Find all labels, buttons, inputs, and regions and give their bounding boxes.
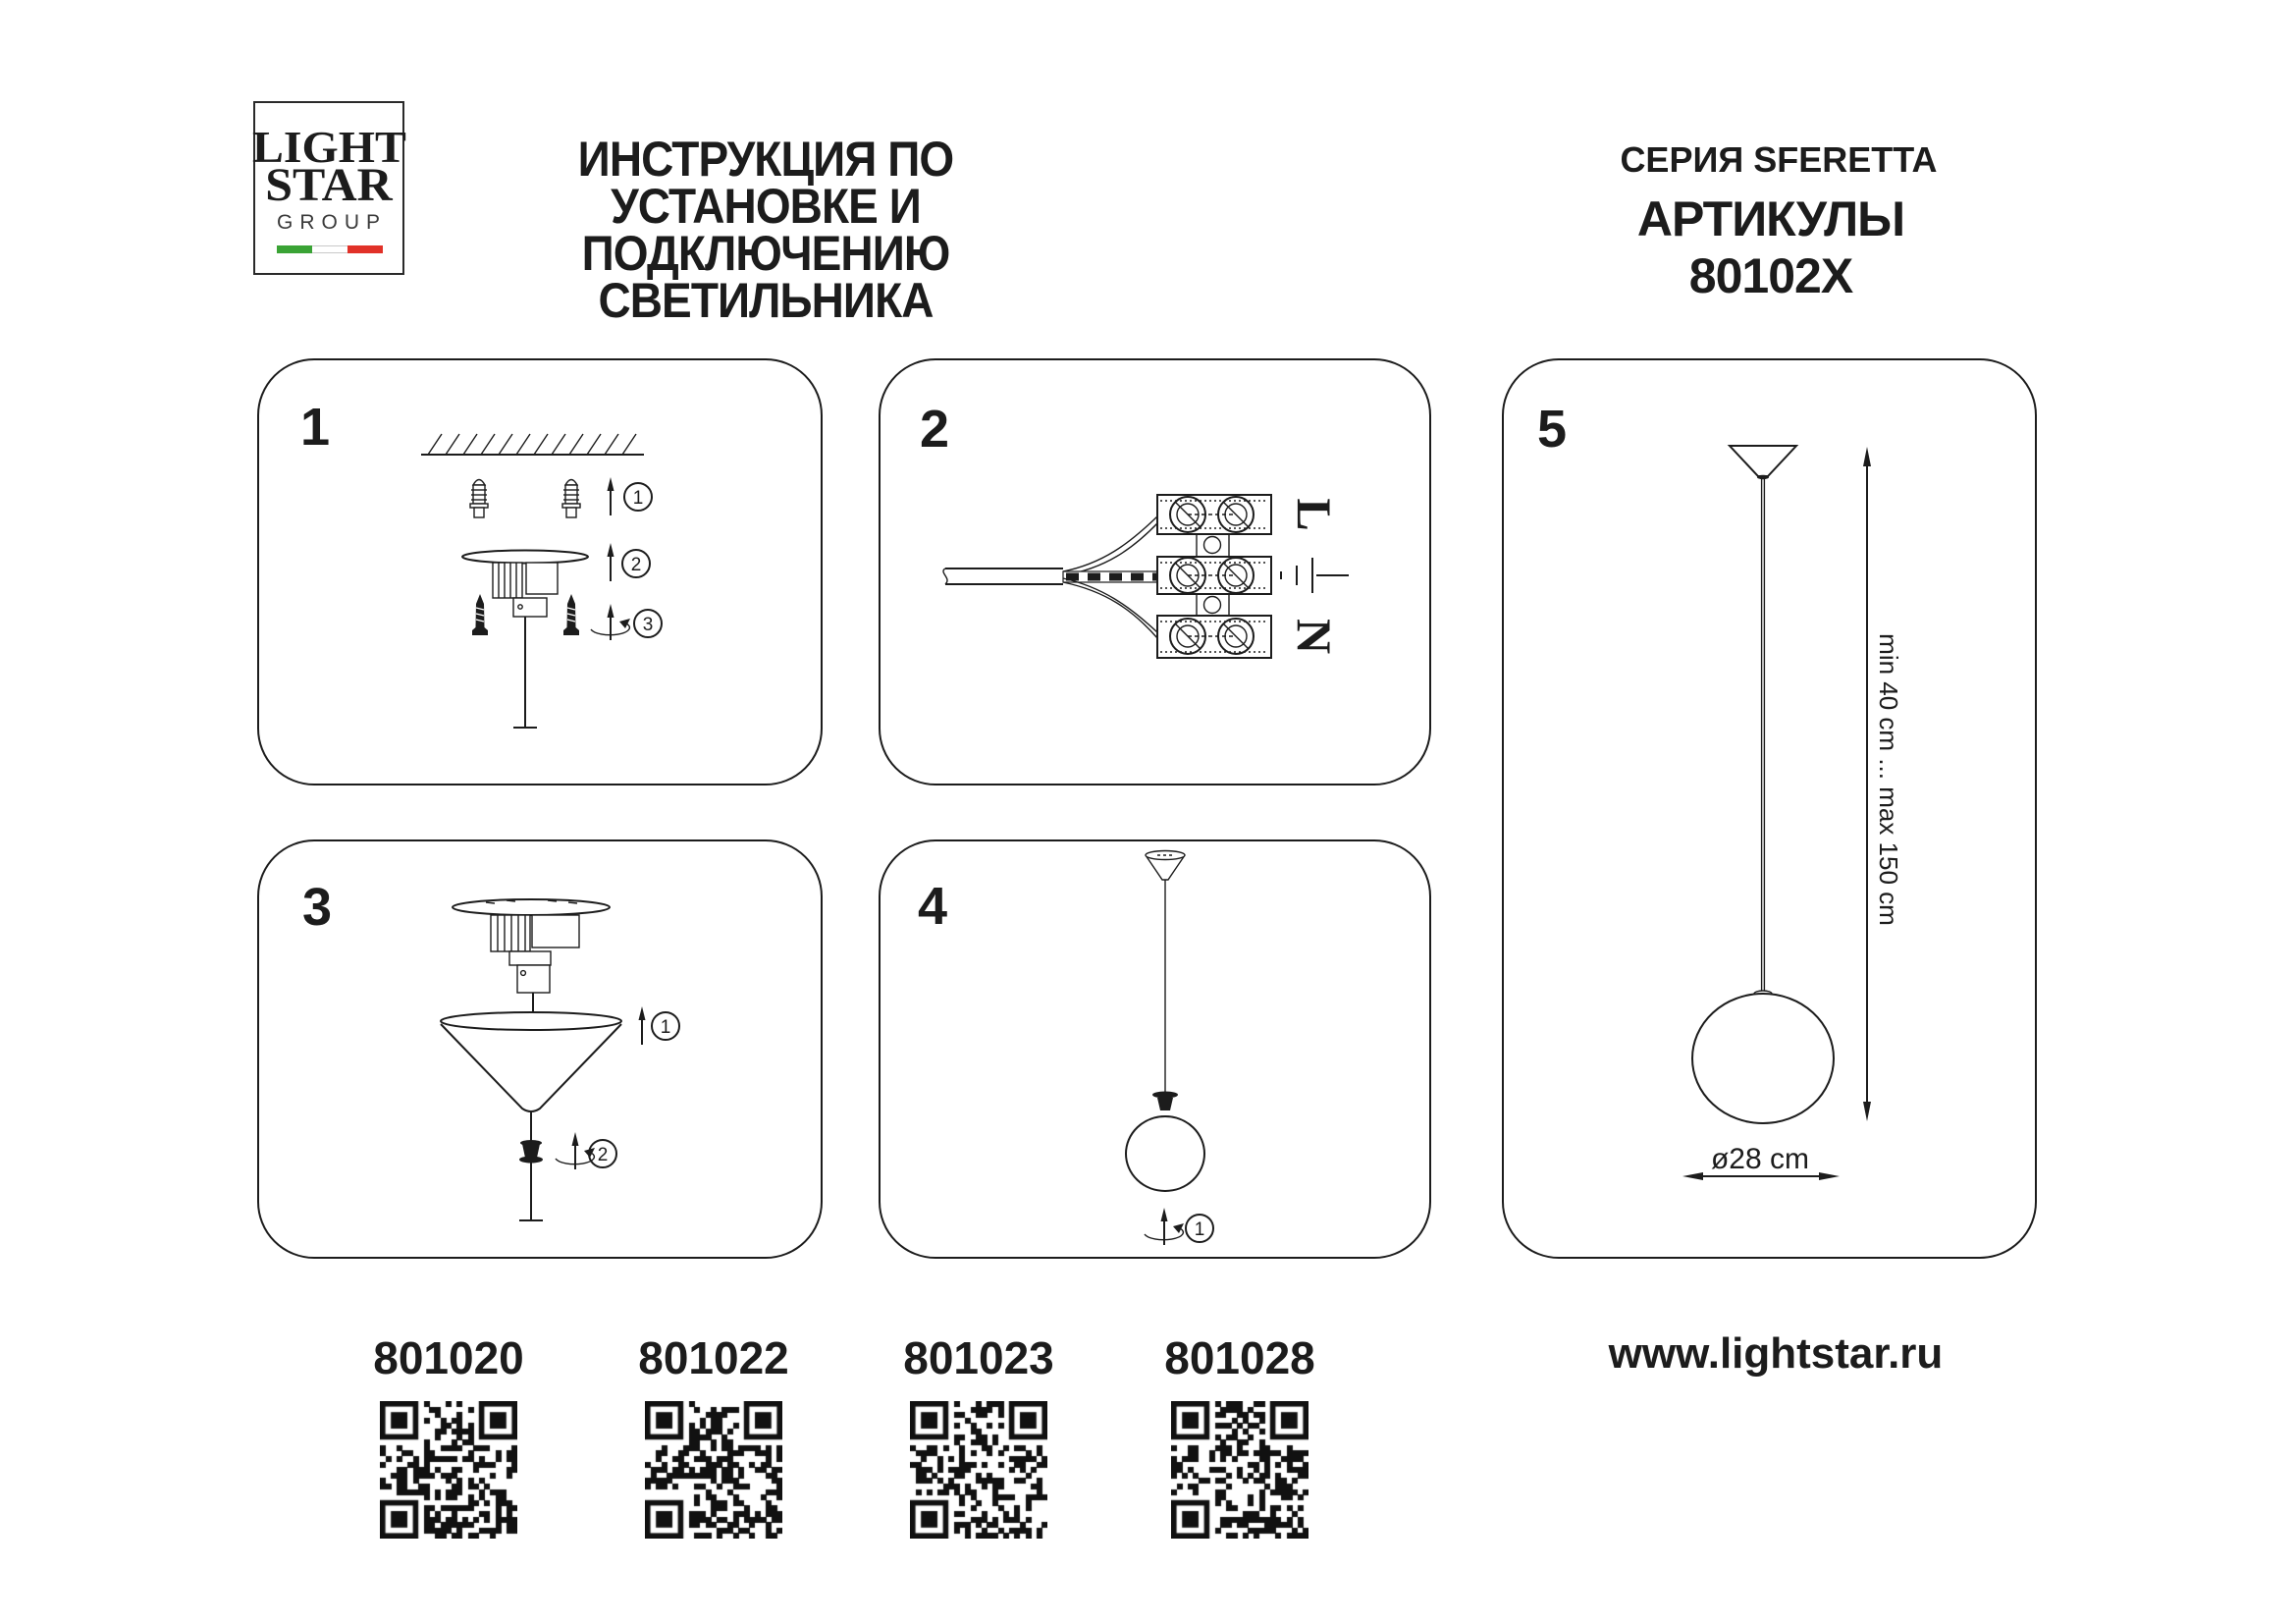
article-code-1: 801020: [373, 1332, 524, 1383]
step-number-2: 2: [597, 1145, 609, 1165]
page-title: [466, 132, 1066, 328]
wire-earth-striped: [1063, 571, 1157, 582]
ceiling-cone: [1730, 446, 1796, 479]
rotate-arrow-step1-icon: [1145, 1208, 1184, 1245]
earth-symbol-icon: [1281, 558, 1349, 593]
step-circle-1: [1186, 1215, 1213, 1242]
terminal-block-live: [1157, 495, 1271, 534]
panel-3-drawing: [259, 841, 825, 1261]
pendant-rod: [1762, 478, 1765, 992]
cable-lower: [519, 1163, 543, 1220]
mains-cable-sheath: [943, 568, 1063, 584]
panel-number: 2: [920, 400, 950, 459]
mounting-screw-left-icon: [472, 594, 488, 635]
glass-sphere: [1126, 1116, 1204, 1191]
logo-light: LIGHT: [252, 122, 406, 172]
terminal-block-earth: [1157, 557, 1271, 594]
flag-red: [347, 245, 383, 253]
panel-number: 4: [918, 877, 948, 936]
panel-dimensions: [1502, 358, 2037, 1259]
glass-sphere: [1692, 991, 1834, 1123]
terminal-block-neutral: [1157, 616, 1271, 658]
wire-neutral: [1063, 578, 1158, 639]
panel-5-drawing: [1504, 360, 2039, 1261]
up-arrow-step1-icon: [608, 477, 614, 515]
ceiling-cone: [1146, 851, 1185, 881]
up-arrow-step1-icon: [639, 1006, 646, 1045]
dimension-label-height: min 40 cm ... max 150 cm: [1874, 633, 1903, 926]
ceiling-hatch: [421, 434, 644, 455]
suspension-cable: [513, 617, 537, 728]
logo-star: STAR: [265, 159, 393, 211]
panel-step-4: [879, 839, 1431, 1259]
rotate-arrow-step3-icon: [591, 604, 630, 640]
qr-code-3: [910, 1401, 1047, 1539]
step-circle-3: [634, 610, 662, 637]
flag-white: [312, 245, 347, 253]
anchor-plug-left-icon: [470, 480, 488, 518]
lamp-socket: [1152, 1092, 1178, 1111]
panel-number: 5: [1537, 400, 1568, 459]
step-circle-2: [622, 550, 650, 577]
website-url: www.lightstar.ru: [1608, 1329, 1944, 1378]
panel-step-2: [879, 358, 1431, 785]
qr-code-1: [380, 1401, 517, 1539]
page-title-line1: ИНСТРУКЦИЯ ПО УСТАНОВКЕ И: [577, 132, 954, 234]
panel-2-drawing: [881, 360, 1433, 787]
lightstar-logo: [253, 101, 404, 275]
logo-group: GROUP: [276, 211, 387, 234]
label-live: L: [1287, 498, 1342, 531]
page-title-line2: ПОДКЛЮЧЕНИЮ СВЕТИЛЬНИКА: [581, 226, 950, 328]
cone-canopy: [441, 1012, 621, 1111]
panel-1-drawing: [259, 360, 825, 787]
dimension-arrow-vertical: [1863, 447, 1871, 1121]
step-number-1: 1: [660, 1017, 671, 1038]
wire-live: [1063, 516, 1158, 575]
panel-number: 3: [302, 878, 333, 937]
panel-step-3: [257, 839, 823, 1259]
step-number-3: 3: [642, 615, 654, 635]
step-number-2: 2: [630, 555, 642, 575]
panel-4-drawing: [881, 841, 1433, 1261]
mounting-screw-right-icon: [563, 594, 579, 635]
italy-flag-icon: [277, 245, 383, 253]
panel-step-1: [257, 358, 823, 785]
qr-code-2: [645, 1401, 782, 1539]
label-neutral: N: [1287, 618, 1342, 655]
qr-code-4: [1171, 1401, 1308, 1539]
cord-grip: [519, 1140, 543, 1164]
dimension-label-diameter: ø28 cm: [1710, 1143, 1810, 1175]
panel-number: 1: [300, 398, 331, 457]
step-circle-1: [652, 1012, 679, 1040]
mounting-plate: [453, 899, 610, 993]
step-number-1: 1: [632, 488, 644, 509]
flag-green: [277, 245, 312, 253]
anchor-plug-right-icon: [562, 480, 580, 518]
article-code-2: 801022: [638, 1332, 789, 1383]
step-circle-1: [624, 483, 652, 511]
article-code-3: 801023: [903, 1332, 1054, 1383]
series-title: СЕРИЯ SFERETTA: [1620, 139, 1938, 180]
articles-heading: АРТИКУЛЫ 80102X: [1636, 191, 1905, 303]
article-code-4: 801028: [1164, 1332, 1315, 1383]
step-number-1: 1: [1194, 1219, 1205, 1240]
up-arrow-step2-icon: [608, 543, 614, 581]
